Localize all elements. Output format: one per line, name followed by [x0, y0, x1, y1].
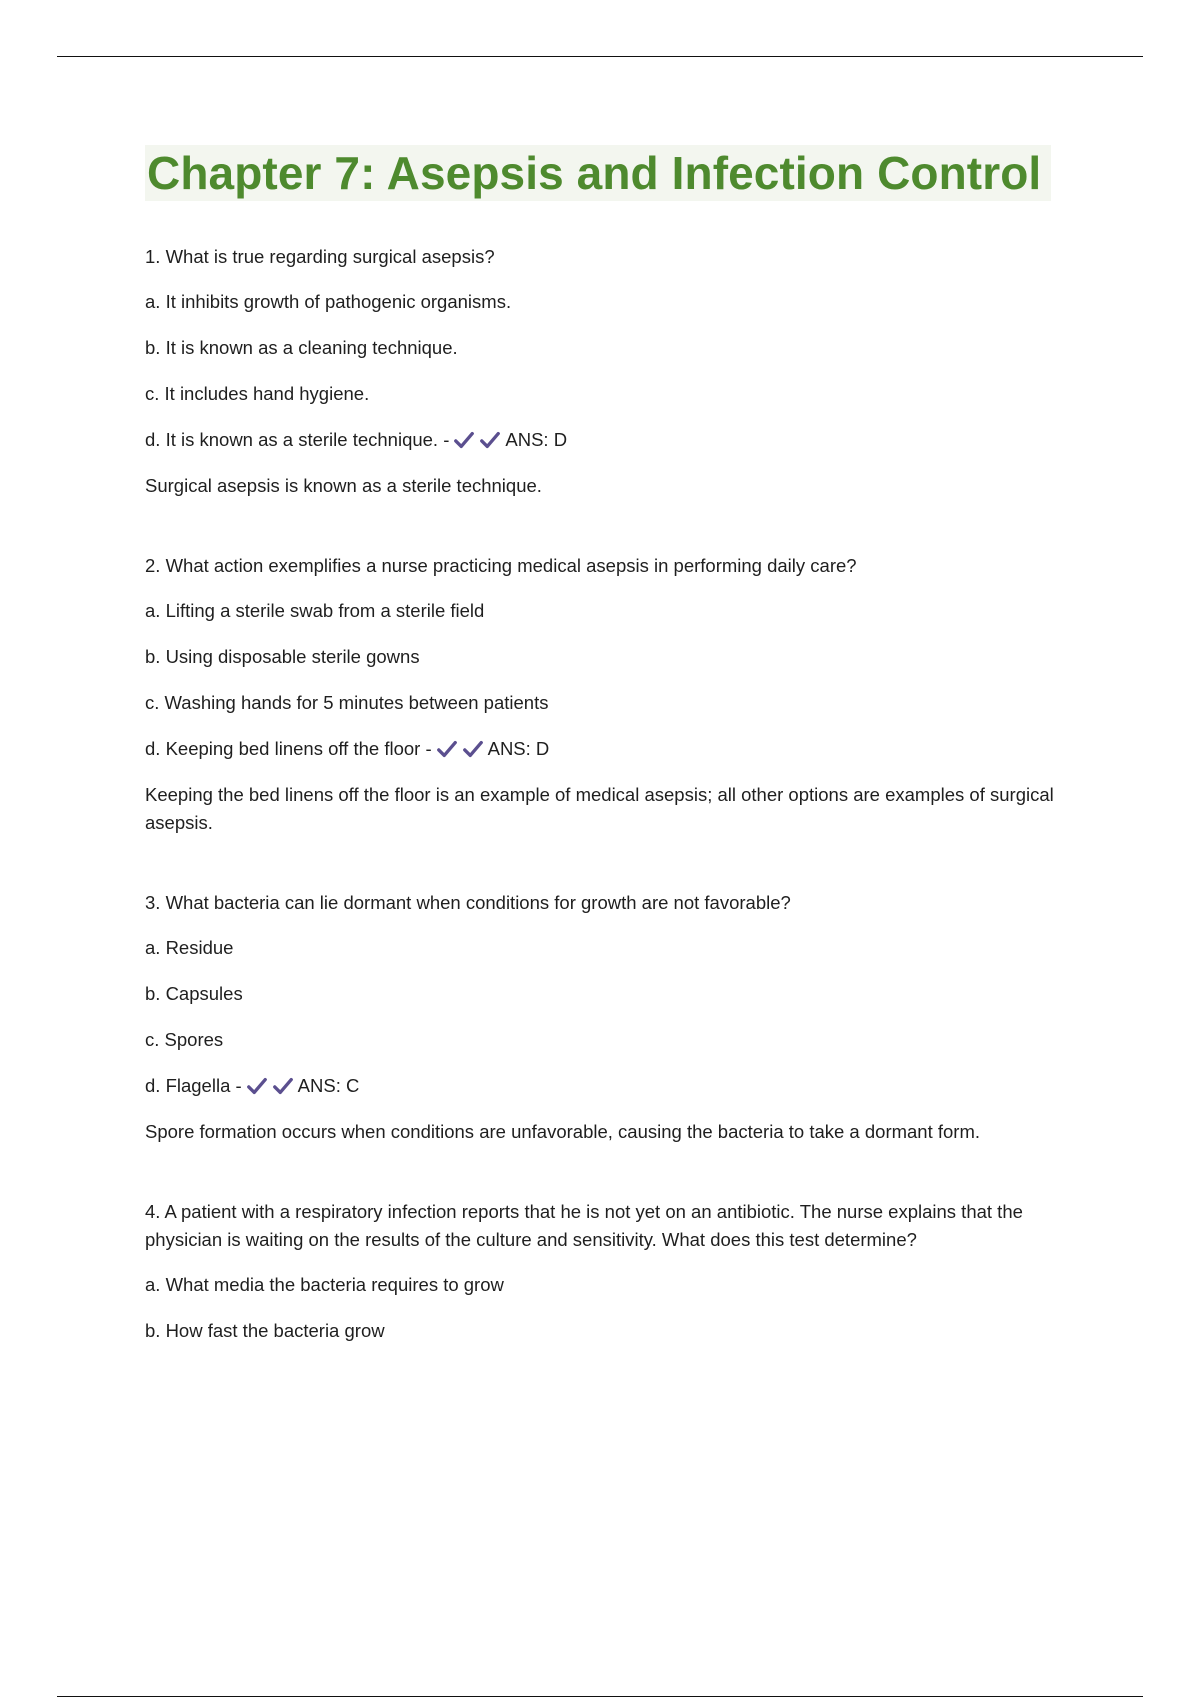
question-block-4 [145, 1198, 1090, 1345]
answer-explanation: Surgical asepsis is known as a sterile technique. [145, 475, 542, 496]
option-c: c. Washing hands for 5 minutes between patients [145, 692, 549, 713]
option-c: c. It includes hand hygiene. [145, 383, 370, 404]
option-d: d. Keeping bed linens off the floor - [145, 738, 432, 759]
question-text: 3. What bacteria can lie dormant when conditions for growth are not favorable? [145, 892, 791, 913]
question-text: 2. What action exemplifies a nurse practicing medical asepsis in performing daily care? [145, 555, 857, 576]
answer-key: ANS: C [297, 1075, 360, 1096]
checkmark-icon [462, 738, 484, 760]
page-title: Chapter 7: Asepsis and Infection Control [145, 145, 1051, 201]
checkmark-icon [272, 1075, 294, 1097]
option-a: a. What media the bacteria requires to grow [145, 1274, 504, 1295]
answer-key: ANS: D [487, 738, 550, 759]
option-a: a. It inhibits growth of pathogenic organisms. [145, 291, 512, 312]
bottom-rule [57, 1696, 1143, 1697]
option-b: b. Using disposable sterile gowns [145, 646, 420, 667]
question-text: 4. A patient with a respiratory infection reports that he is not yet on an antibiotic. The nurse explains that the physician is waiting on the results of the culture and sensitivity. What does this test determine? [145, 1201, 1023, 1250]
option-a: a. Residue [145, 937, 234, 958]
answer-key: ANS: D [505, 429, 568, 450]
checkmark-icon [453, 429, 475, 451]
checkmark-icon [436, 738, 458, 760]
option-d: d. It is known as a sterile technique. - [145, 429, 450, 450]
option-d-with-answer [145, 735, 1090, 763]
question-block-3 [145, 889, 1090, 1146]
option-d-with-answer [145, 426, 1090, 454]
option-b: b. It is known as a cleaning technique. [145, 337, 458, 358]
answer-explanation: Keeping the bed linens off the floor is an example of medical asepsis; all other options are examples of surgical asepsis. [145, 784, 1054, 833]
question-block-1 [145, 243, 1090, 500]
option-b: b. How fast the bacteria grow [145, 1320, 385, 1341]
option-b: b. Capsules [145, 983, 243, 1004]
checkmark-icon [479, 429, 501, 451]
option-d-with-answer [145, 1072, 1090, 1100]
option-d: d. Flagella - [145, 1075, 242, 1096]
answer-explanation: Spore formation occurs when conditions are unfavorable, causing the bacteria to take a dormant form. [145, 1121, 981, 1142]
question-block-2 [145, 552, 1090, 837]
page-content [145, 145, 1090, 1397]
question-text: 1. What is true regarding surgical asepsis? [145, 246, 495, 267]
option-c: c. Spores [145, 1029, 224, 1050]
top-rule [57, 56, 1143, 57]
option-a: a. Lifting a sterile swab from a sterile field [145, 600, 485, 621]
checkmark-icon [246, 1075, 268, 1097]
